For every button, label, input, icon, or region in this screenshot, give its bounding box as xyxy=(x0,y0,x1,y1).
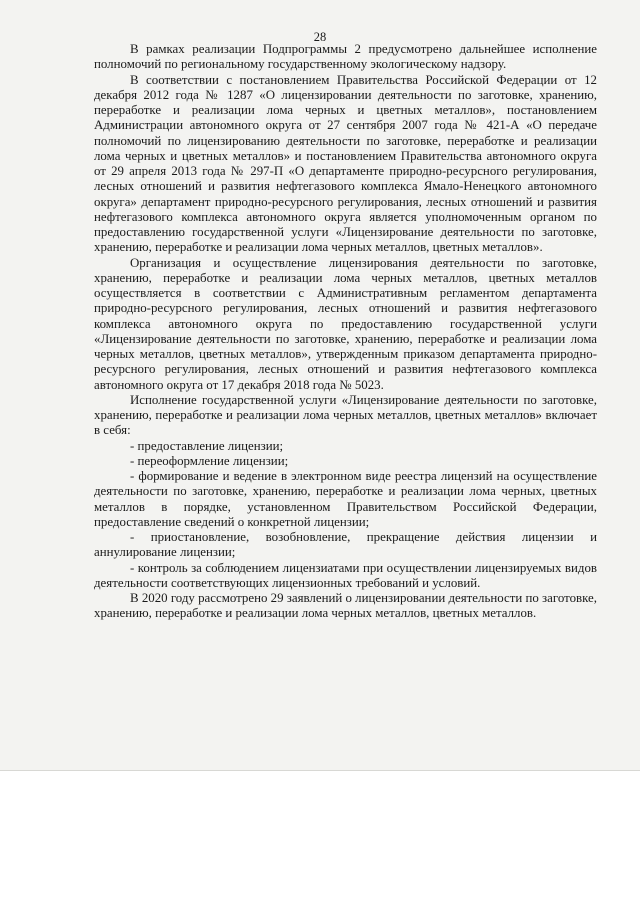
list-item: - переоформление лицензии; xyxy=(130,453,289,468)
paragraph-service-scope: Исполнение государственной услуги «Лицензирование деятельности по заготовке, хранению, переработке и реализации лома черных металлов, цветных металлов» включает в себя: xyxy=(94,392,597,438)
paragraph-2020-statistics: В 2020 году рассмотрено 29 заявлений о лицензировании деятельности по заготовке, хранению, переработке и реализации лома черных металлов, цветных металлов. xyxy=(94,591,597,621)
document-body xyxy=(94,42,597,622)
paragraph-legal-basis: В соответствии с постановлением Правительства Российской Федерации от 12 декабря 2012 года № 1287 «О лицензировании деятельности по заготовке, хранению, переработке и реализации лома черных и цветных металлов», постановлением Администрации автономного округа от 27 сентября 2007 года № 421-А «О передаче полномочий по лицензированию деятельности по заготовке, переработке и реализации лома черных и цветных металлов» и постановлением Правительства автономного округа от 29 апреля 2013 года № 297-П «О департаменте природно-ресурсного регулирования, лесных отношений и развития нефтегазового комплекса Ямало-Ненецкого автономного округа» департамент природно-ресурсного регулирования, лесных отношений и развития нефтегазового комплекса автономного округа является уполномоченным органом по предоставлению государственной услуги «Лицензирование деятельности по заготовке, хранению, переработке и реализации лома черных металлов, цветных металлов». xyxy=(94,72,597,255)
list-item: - приостановление, возобновление, прекращение действия лицензии и аннулирование лицензии; xyxy=(94,530,597,560)
list-item: - формирование и ведение в электронном виде реестра лицензий на осуществление деятельности по заготовке, хранению, переработке и реализации лома черных, цветных металлов в порядке, установленном Правительством Российской Федерации, предоставление сведений о конкретной лицензии; xyxy=(94,469,597,529)
list-item: - предоставление лицензии; xyxy=(130,438,284,453)
page-number: 28 xyxy=(313,30,327,44)
paragraph-regulation: Организация и осуществление лицензирования деятельности по заготовке, хранению, переработке и реализации лома черных металлов, цветных металлов осуществляется в соответствии с Административным регламентом департамента природно-ресурсного регулирования, лесных отношений и развития нефтегазового комплекса автономного округа по предоставлению государственной услуги «Лицензирование деятельности по заготовке, хранению, переработке и реализации лома черных металлов, цветных металлов», утвержденным приказом департамента природно-ресурсного регулирования, лесных отношений и развития нефтегазового комплекса автономного округа от 17 декабря 2018 года № 5023. xyxy=(94,255,597,392)
paragraph-subprogram: В рамках реализации Подпрограммы 2 предусмотрено дальнейшее исполнение полномочий по региональному государственному экологическому надзору. xyxy=(94,42,597,72)
list-item: - контроль за соблюдением лицензиатами при осуществлении лицензируемых видов деятельности соответствующих лицензионных требований и условий. xyxy=(94,560,597,590)
